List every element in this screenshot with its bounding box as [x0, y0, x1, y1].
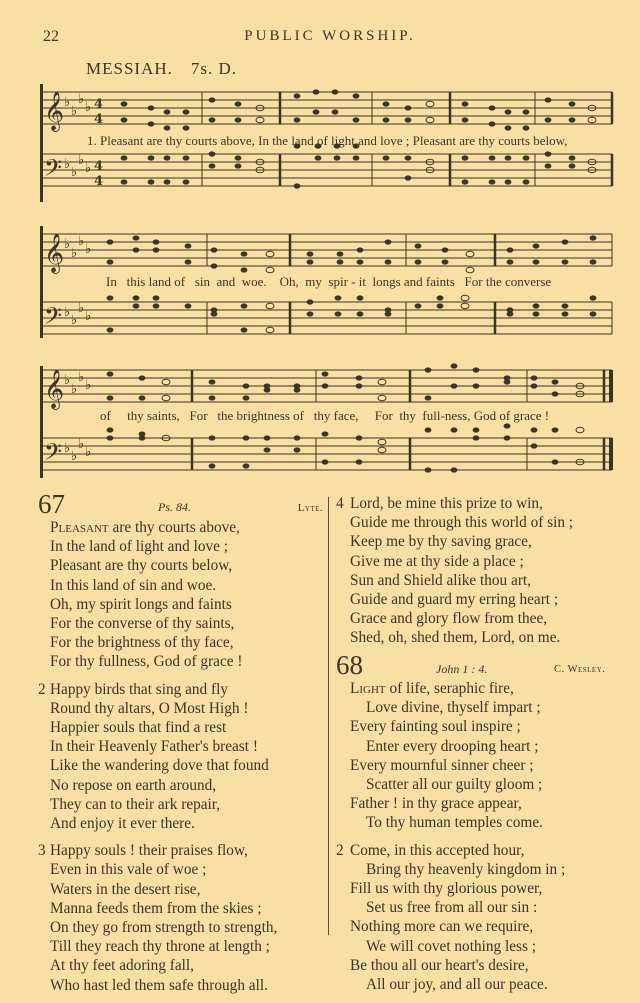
svg-text:♭: ♭	[71, 104, 78, 119]
verse-line: Like the wandering dove that found	[50, 757, 269, 775]
hymn-68	[336, 651, 626, 1002]
verse-line: Every fainting soul inspire ;	[350, 718, 521, 736]
svg-text:♭: ♭	[78, 370, 85, 385]
svg-text:♭: ♭	[85, 309, 92, 324]
svg-text:4: 4	[94, 159, 104, 174]
verse-line: Love divine, thyself impart ;	[366, 699, 541, 717]
column-divider	[328, 497, 329, 935]
verse-line: Lord, be mine this prize to win,	[350, 495, 543, 512]
verse-2	[38, 680, 323, 834]
verse-line: They can to their ark repair,	[50, 795, 221, 813]
verse-line: We will covet nothing less ;	[366, 937, 536, 955]
tune-title	[86, 59, 237, 79]
svg-text:♭: ♭	[71, 165, 78, 180]
verse-line: Keep me by thy saving grace,	[350, 533, 532, 551]
verse-line: Enter every drooping heart ;	[366, 737, 539, 755]
scripture-reference: John 1 : 4.	[436, 662, 488, 676]
lyrics-system-3: of thy saints, For the brightness of thy face, For thy full-ness, God of grace !	[100, 408, 550, 423]
verse-number: 2	[336, 841, 344, 859]
verse-line: And enjoy it ever there.	[50, 815, 195, 833]
first-word: Light	[350, 680, 386, 697]
verse-line: All our joy, and all our peace.	[366, 976, 548, 994]
music-system-2	[40, 212, 614, 338]
svg-text:4: 4	[94, 174, 104, 189]
verse-line: Guide me through this world of sin ;	[350, 514, 574, 532]
first-word: Pleasant	[50, 519, 109, 536]
lyrics-system-1: 1. Pleasant are thy courts above, In the land of light and love ; Pleasant are thy courts below,	[87, 133, 568, 148]
tune-meter: 7s. D.	[190, 59, 238, 78]
verse-line: Happier souls that find a rest	[50, 719, 227, 737]
svg-text:♭: ♭	[85, 242, 92, 257]
page-number: 22	[43, 28, 59, 45]
svg-text:♭: ♭	[78, 153, 85, 168]
hymn-67-continued	[336, 494, 626, 656]
lyrics-system-2: In this land of sin and woe. Oh, my spir - it longs and faints For the converse	[106, 274, 552, 289]
verse-line: Grace and glory flow from thee,	[350, 610, 548, 628]
verse-line: In this land of sin and woe.	[50, 576, 217, 594]
svg-text:𝄢: 𝄢	[44, 302, 63, 335]
svg-text:♭: ♭	[85, 100, 92, 115]
verse-line: Nothing more can we require,	[350, 918, 534, 936]
svg-text:♭: ♭	[78, 234, 85, 249]
verse-number: 3	[38, 842, 46, 860]
verse-line: Scatter all our guilty gloom ;	[366, 776, 543, 794]
svg-text:♭: ♭	[71, 382, 78, 397]
verse-line: Set us free from all our sin :	[366, 899, 538, 917]
verse-line: In their Heavenly Father's breast !	[50, 738, 258, 756]
svg-text:♭: ♭	[78, 92, 85, 107]
tune-name: MESSIAH.	[86, 59, 173, 78]
verse-1	[336, 679, 626, 833]
verse-line: Be thou all our heart's desire,	[350, 956, 529, 974]
verse-line: Guide and guard my erring heart ;	[350, 591, 559, 609]
verse-1	[38, 518, 323, 672]
verse-number: 2	[38, 680, 46, 698]
line-text: of life, seraphic fire,	[385, 680, 514, 697]
verse-3	[38, 841, 323, 995]
music-system-1	[40, 84, 614, 202]
svg-text:♭: ♭	[64, 157, 71, 172]
verse-line	[50, 518, 323, 537]
svg-text:♭: ♭	[85, 378, 92, 393]
verse-2	[336, 841, 626, 995]
svg-text:4: 4	[94, 97, 104, 112]
verse-line: On they go from strength to strength,	[50, 919, 278, 937]
verse-line: Bring thy heavenly kingdom in ;	[366, 860, 566, 878]
verse-line: Even in this vale of woe ;	[50, 861, 207, 879]
svg-text:𝄢: 𝄢	[44, 438, 63, 471]
verse-line: Fill us with thy glorious power,	[350, 880, 543, 898]
hymn-author: C. Wesley.	[554, 664, 606, 675]
verse-line: Oh, my spirit longs and faints	[50, 595, 232, 613]
svg-text:♭: ♭	[64, 441, 71, 456]
svg-text:♭: ♭	[71, 313, 78, 328]
hymn-author: Lyte.	[297, 503, 323, 514]
svg-text:♭: ♭	[64, 95, 71, 110]
verse-line: Father ! in thy grace appear,	[350, 795, 522, 813]
verse-line: To thy human temples come.	[366, 814, 543, 832]
verse-4	[336, 494, 626, 648]
verse-line: Every mournful sinner cheer ;	[350, 756, 534, 774]
svg-text:𝄞: 𝄞	[44, 233, 65, 273]
verse-line: Round thy altars, O Most High !	[50, 699, 249, 717]
line-text: are thy courts above,	[108, 519, 240, 536]
svg-text:𝄢: 𝄢	[44, 154, 63, 187]
hymn-number: 68	[336, 650, 363, 680]
verse-line: In the land of light and love ;	[50, 538, 228, 556]
svg-text:♭: ♭	[78, 301, 85, 316]
svg-text:♭: ♭	[85, 161, 92, 176]
verse-line: Happy birds that sing and fly	[50, 680, 229, 698]
verse-line: For thy fullness, God of grace !	[50, 653, 243, 671]
running-head: PUBLIC WORSHIP.	[244, 28, 416, 44]
svg-text:4: 4	[94, 112, 104, 127]
verse-line: Give me at thy side a place ;	[350, 552, 524, 570]
verse-line: For the brightness of thy face,	[50, 634, 234, 652]
verse-line: Waters in the desert rise,	[50, 880, 201, 898]
verse-line: Sun and Shield alike thou art,	[350, 571, 531, 589]
music-system-3	[40, 352, 614, 478]
hymn-67	[38, 490, 323, 1003]
hymn-number: 67	[38, 489, 65, 519]
verse-line: Manna feeds them from the skies ;	[50, 899, 262, 917]
svg-text:♭: ♭	[85, 445, 92, 460]
verse-line: Shed, oh, shed them, Lord, on me.	[350, 629, 561, 647]
svg-text:𝄞: 𝄞	[44, 91, 65, 131]
verse-line: Come, in this accepted hour,	[350, 841, 525, 859]
verse-line: For the converse of thy saints,	[50, 615, 235, 633]
svg-text:♭: ♭	[64, 305, 71, 320]
svg-text:♭: ♭	[64, 237, 71, 252]
svg-text:♭: ♭	[71, 449, 78, 464]
svg-text:𝄞: 𝄞	[44, 369, 65, 409]
verse-line: Happy souls ! their praises flow,	[50, 842, 248, 860]
scripture-reference: Ps. 84.	[158, 500, 191, 514]
verse-number: 4	[336, 495, 344, 512]
verse-line: Pleasant are thy courts below,	[50, 557, 233, 575]
verse-line	[350, 679, 626, 698]
svg-text:♭: ♭	[78, 437, 85, 452]
verse-line: No repose on earth around,	[50, 776, 217, 794]
svg-text:♭: ♭	[64, 373, 71, 388]
verse-line: Till they reach thy throne at length ;	[50, 938, 270, 956]
svg-text:♭: ♭	[71, 246, 78, 261]
verse-line: At thy feet adoring fall,	[50, 957, 194, 975]
verse-line: Who hast led them safe through all.	[50, 976, 268, 994]
